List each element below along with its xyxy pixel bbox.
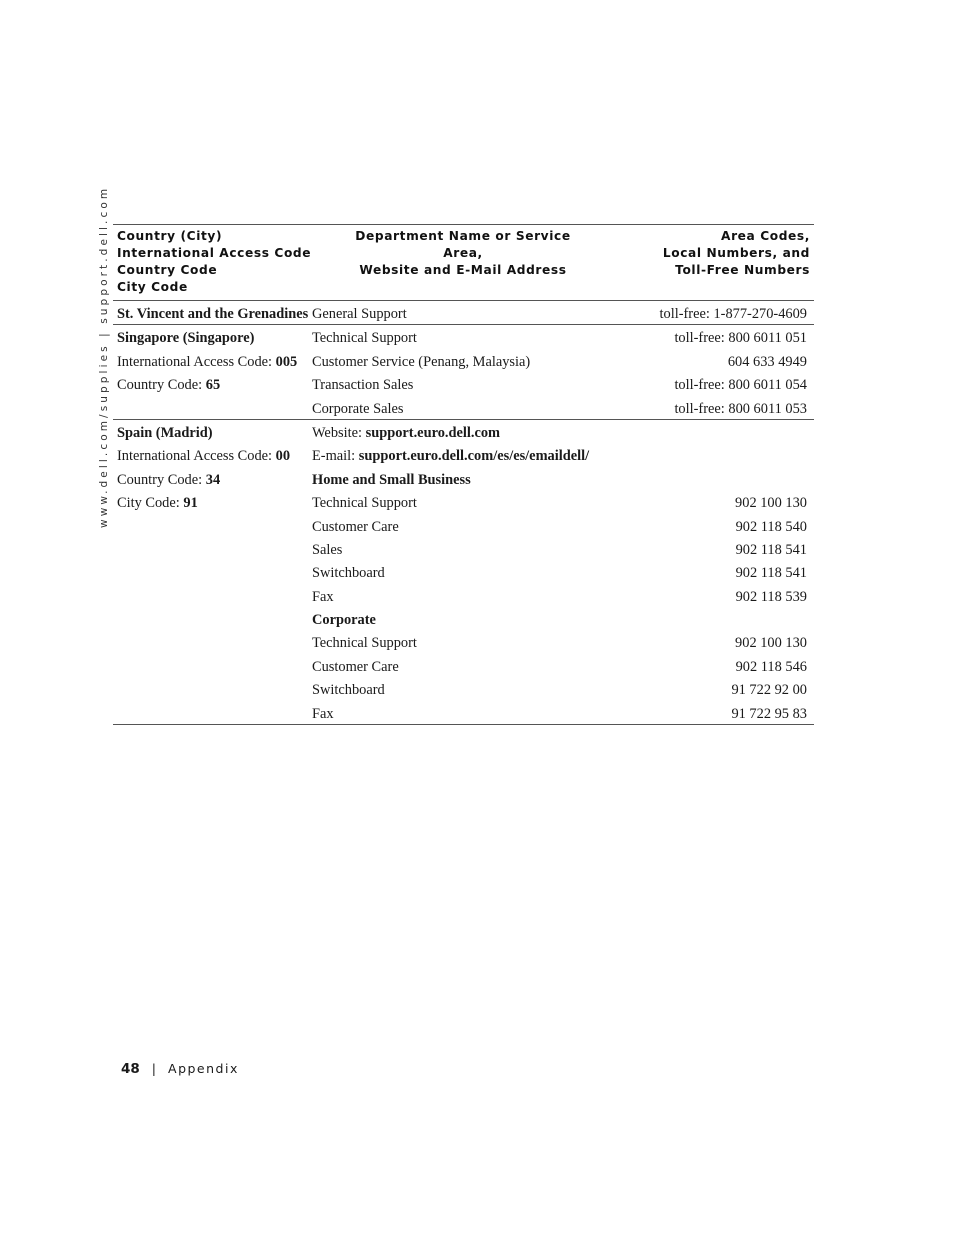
table-row: [113, 443, 814, 466]
cell-text: St. Vincent and the Grenadines: [117, 306, 309, 322]
department-cell: [312, 610, 376, 630]
cell-text: Singapore (Singapore): [117, 330, 255, 347]
page-number: 48: [121, 1061, 140, 1077]
department-cell: [312, 375, 413, 395]
department-cell: [312, 470, 471, 490]
country-cell: [117, 470, 220, 490]
number-cell: [674, 399, 807, 419]
number-cell: [736, 587, 807, 607]
cell-text: toll-free: 800 6011 051: [674, 330, 807, 347]
department-cell: [312, 704, 334, 724]
department-cell: [312, 680, 385, 700]
cell-text: Technical Support: [312, 330, 417, 347]
table-group: [113, 325, 814, 419]
table-row: [113, 654, 814, 677]
cell-text: Switchboard: [312, 565, 385, 582]
cell-text: Transaction Sales: [312, 377, 414, 394]
section-name: Appendix: [168, 1061, 239, 1076]
table-row: [113, 537, 814, 560]
cell-emphasis: Home and Small Business: [312, 471, 471, 488]
cell-text: Corporate Sales: [312, 400, 404, 417]
table-row: [113, 349, 814, 372]
cell-text: Switchboard: [312, 682, 385, 699]
table-row: [113, 514, 814, 537]
cell-text: General Support: [312, 306, 407, 322]
department-cell: [312, 657, 399, 677]
cell-text: toll-free: 800 6011 054: [674, 377, 807, 394]
number-cell: [674, 328, 807, 348]
cell-emphasis: support.euro.dell.com/es/es/emaildell/: [358, 448, 590, 465]
cell-text: City Code:: [117, 495, 184, 512]
cell-text: 604 633 4949: [727, 353, 807, 370]
side-url-text: www.dell.com/supplies | support.dell.com: [98, 185, 110, 528]
country-cell: [117, 352, 297, 372]
cell-text: 902 118 541: [735, 541, 807, 558]
number-cell: [735, 633, 807, 653]
table-row: [113, 467, 814, 490]
table-row: [113, 372, 814, 395]
table-row: [113, 560, 814, 583]
number-cell: [736, 540, 807, 560]
table-row: [113, 630, 814, 653]
department-cell: [312, 352, 530, 372]
cell-text: toll-free: 800 6011 053: [674, 400, 807, 417]
number-cell: [735, 493, 807, 513]
cell-emphasis: 00: [275, 448, 291, 465]
cell-text: Fax: [312, 588, 334, 605]
department-cell: [312, 633, 417, 653]
department-cell: [312, 563, 385, 583]
number-cell: [736, 563, 807, 583]
cell-text: Customer Care: [312, 518, 399, 535]
number-cell: [736, 517, 807, 537]
country-cell: [117, 304, 308, 324]
department-cell: [312, 399, 404, 419]
department-cell: [312, 540, 342, 560]
department-cell: [312, 328, 417, 348]
cell-text: Customer Care: [312, 658, 399, 675]
cell-text: 902 118 546: [735, 658, 807, 675]
cell-text: International Access Code:: [117, 353, 276, 370]
cell-text: Website:: [312, 424, 366, 441]
department-cell: [312, 304, 407, 324]
cell-text: International Access Code:: [117, 448, 276, 465]
cell-text: toll-free: 1-877-270-4609: [659, 306, 807, 322]
department-cell: [312, 423, 500, 443]
department-cell: [312, 587, 334, 607]
number-cell: [674, 375, 807, 395]
cell-text: Technical Support: [312, 635, 417, 652]
table-header: [113, 225, 814, 300]
table-group: [113, 420, 814, 724]
cell-text: 91 722 95 83: [731, 705, 807, 722]
country-cell: [117, 423, 213, 443]
cell-emphasis: 65: [205, 377, 221, 394]
table-row: [113, 584, 814, 607]
table-row: [113, 301, 814, 324]
department-cell: [312, 446, 589, 466]
table-row: [113, 325, 814, 348]
department-cell: [312, 493, 417, 513]
cell-text: 902 118 540: [735, 518, 807, 535]
table-row: [113, 607, 814, 630]
cell-text: 902 118 539: [735, 588, 807, 605]
cell-text: Country Code:: [117, 377, 206, 394]
cell-text: Customer Service (Penang, Malaysia): [312, 353, 531, 370]
table-row: [113, 701, 814, 724]
cell-emphasis: 005: [275, 353, 298, 370]
cell-text: Fax: [312, 705, 334, 722]
table-body: [113, 301, 814, 725]
cell-text: E-mail:: [312, 448, 359, 465]
number-cell: [731, 704, 807, 724]
cell-text: Technical Support: [312, 495, 417, 512]
country-cell: [117, 328, 254, 348]
cell-emphasis: 91: [183, 495, 198, 512]
footer-separator: |: [151, 1061, 157, 1076]
department-cell: [312, 517, 399, 537]
page-footer: [121, 1061, 239, 1077]
country-cell: [117, 493, 198, 513]
number-cell: [736, 657, 807, 677]
number-cell: [660, 304, 807, 324]
cell-text: Spain (Madrid): [117, 424, 213, 441]
table-row: [113, 396, 814, 419]
contact-table: [113, 224, 814, 725]
header-numbers: Area Codes, Local Numbers, and Toll-Free Numbers: [662, 229, 810, 277]
cell-text: 91 722 92 00: [731, 682, 807, 699]
number-cell: [731, 680, 807, 700]
table-row: [113, 677, 814, 700]
table-row: [113, 420, 814, 443]
country-cell: [117, 446, 290, 466]
number-cell: [728, 352, 807, 372]
cell-emphasis: support.euro.dell.com: [365, 424, 501, 441]
cell-text: Country Code:: [117, 471, 206, 488]
cell-text: 902 100 130: [735, 495, 807, 512]
cell-emphasis: 34: [205, 471, 221, 488]
cell-text: 902 118 541: [735, 565, 807, 582]
header-country: Country (City) International Access Code Country Code City Code: [117, 229, 312, 294]
country-cell: [117, 375, 220, 395]
cell-text: 902 100 130: [735, 635, 807, 652]
cell-text: Sales: [312, 541, 343, 558]
group-rule: [113, 724, 814, 725]
header-department: Department Name or Service Area, Website and E-Mail Address: [355, 229, 571, 277]
table-row: [113, 490, 814, 513]
cell-emphasis: Corporate: [312, 612, 376, 629]
table-group: [113, 301, 814, 324]
